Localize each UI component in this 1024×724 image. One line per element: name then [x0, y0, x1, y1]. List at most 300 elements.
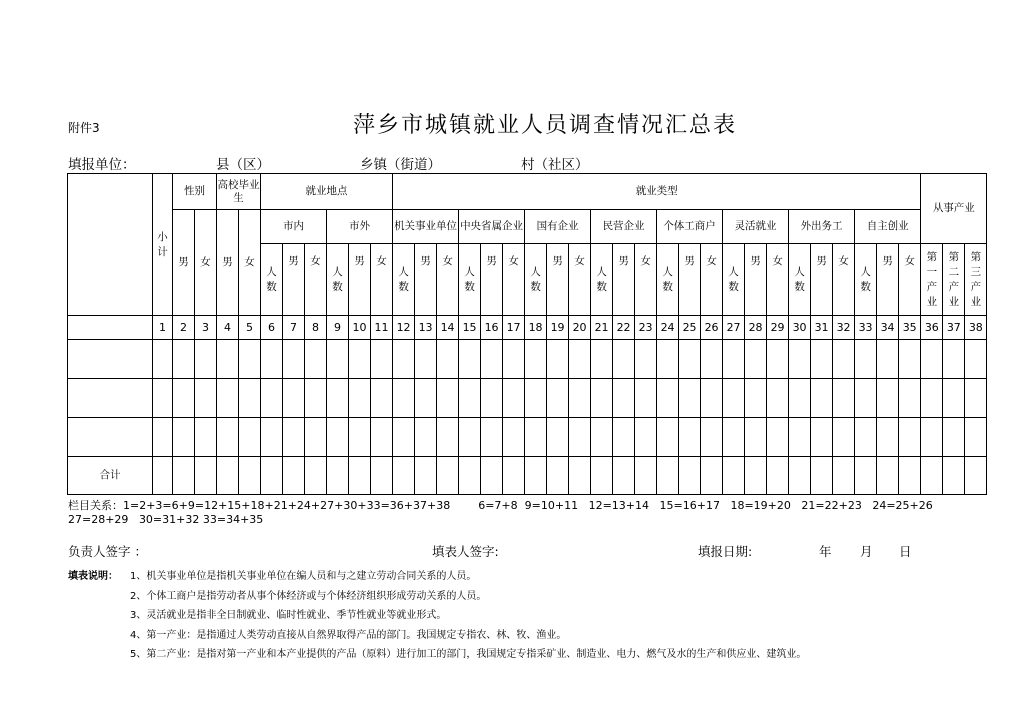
data-cell	[635, 379, 657, 418]
data-cell	[153, 340, 173, 379]
data-cell	[503, 340, 525, 379]
column-number: 1	[153, 316, 173, 340]
relation-formula: 30=31+32	[138, 513, 200, 526]
data-cell	[349, 379, 371, 418]
attachment-label: 附件3	[68, 121, 100, 135]
data-cell	[305, 418, 327, 457]
data-cell	[393, 379, 415, 418]
data-cell	[723, 457, 745, 495]
city-out-header: 市外	[327, 210, 393, 244]
data-cell	[679, 340, 701, 379]
data-cell	[701, 457, 723, 495]
column-number: 4	[217, 316, 239, 340]
gender-female-header: 女	[195, 210, 217, 316]
data-cell	[767, 340, 789, 379]
relation-formula: 33=34+35	[202, 513, 264, 526]
industry-header: 从事产业	[921, 174, 987, 244]
category-header-0: 机关事业单位	[393, 210, 459, 244]
data-cell	[217, 418, 239, 457]
data-cell	[569, 418, 591, 457]
category-header-7: 自主创业	[855, 210, 921, 244]
total-row	[68, 457, 1009, 495]
column-number: 3	[195, 316, 217, 340]
data-cell	[459, 340, 481, 379]
data-cell	[679, 379, 701, 418]
column-number: 17	[503, 316, 525, 340]
relations-label: 栏目关系：	[68, 499, 123, 512]
data-cell	[569, 379, 591, 418]
data-cell	[679, 418, 701, 457]
note-item: 3、灵活就业是指非全日制就业、临时性就业、季节性就业等就业形式。	[130, 610, 447, 621]
data-cell	[811, 340, 833, 379]
data-cell	[349, 457, 371, 495]
male-subcell	[547, 280, 569, 316]
data-cell	[173, 418, 195, 457]
relation-formula: 27=28+29	[68, 513, 129, 526]
county-label: 县（区）	[216, 157, 270, 173]
data-cell	[305, 340, 327, 379]
data-cell	[591, 418, 613, 457]
data-cell	[503, 457, 525, 495]
date-year: 年	[819, 544, 832, 559]
data-cell	[415, 418, 437, 457]
data-cell	[481, 340, 503, 379]
data-cell	[481, 379, 503, 418]
city-in-header: 市内	[261, 210, 327, 244]
column-number: 27	[723, 316, 745, 340]
data-cell	[459, 418, 481, 457]
male-subcell	[481, 280, 503, 316]
column-number: 10	[349, 316, 371, 340]
data-cell	[811, 379, 833, 418]
male-subcell	[349, 280, 371, 316]
graduate-header: 高校毕业生	[217, 174, 261, 210]
data-cell	[921, 379, 943, 418]
data-cell	[877, 418, 899, 457]
data-cell	[503, 418, 525, 457]
data-cell	[855, 340, 877, 379]
female-subcell	[569, 280, 591, 316]
data-cell	[327, 340, 349, 379]
column-number: 38	[965, 316, 987, 340]
column-number: 29	[767, 316, 789, 340]
data-cell	[371, 379, 393, 418]
data-cell	[877, 379, 899, 418]
female-header: 女	[305, 244, 327, 280]
male-header: 男	[613, 244, 635, 280]
data-cell	[657, 340, 679, 379]
data-cell	[261, 418, 283, 457]
data-cell	[327, 457, 349, 495]
data-cell	[877, 340, 899, 379]
data-cell	[261, 379, 283, 418]
male-header: 男	[745, 244, 767, 280]
count-header: 人 数	[525, 244, 547, 316]
column-number: 30	[789, 316, 811, 340]
relation-formula: 24=25+26	[872, 499, 933, 512]
page-title: 萍乡市城镇就业人员调查情况汇总表	[352, 113, 737, 138]
female-subcell	[305, 280, 327, 316]
male-subcell	[415, 280, 437, 316]
column-number: 25	[679, 316, 701, 340]
filling-notes	[68, 567, 806, 665]
data-cell	[855, 418, 877, 457]
male-header: 男	[349, 244, 371, 280]
column-number: 7	[283, 316, 305, 340]
column-number: 20	[569, 316, 591, 340]
category-header-3: 民营企业	[591, 210, 657, 244]
column-number: 14	[437, 316, 459, 340]
data-cell	[723, 379, 745, 418]
female-subcell	[701, 280, 723, 316]
data-cell	[153, 418, 173, 457]
data-cell	[283, 379, 305, 418]
note-item: 4、第一产业：是指通过人类劳动直接从自然界取得产品的部门。我国规定专指农、林、牧、渔业。	[130, 629, 567, 641]
corner-cell	[68, 174, 153, 316]
data-cell	[745, 418, 767, 457]
data-cell	[943, 418, 965, 457]
data-cell	[217, 340, 239, 379]
tertiary-industry-header: 第 三 产 业	[965, 244, 987, 316]
data-cell	[635, 340, 657, 379]
data-cell	[965, 457, 987, 495]
survey-table	[67, 173, 1009, 495]
data-cell	[525, 457, 547, 495]
data-cell	[569, 340, 591, 379]
data-cell	[833, 457, 855, 495]
female-header: 女	[635, 244, 657, 280]
column-number: 2	[173, 316, 195, 340]
data-cell	[679, 457, 701, 495]
data-cell	[547, 418, 569, 457]
data-cell	[195, 457, 217, 495]
male-header: 男	[679, 244, 701, 280]
female-subcell	[437, 280, 459, 316]
header-row-1	[68, 174, 1009, 210]
total-label: 合计	[68, 457, 153, 495]
relation-formula: 15=16+17	[659, 499, 720, 512]
data-cell	[899, 379, 921, 418]
note-item: 1、机关事业单位是指机关事业单位在编人员和与之建立劳动合同关系的人员。	[130, 571, 477, 582]
category-header-6: 外出务工	[789, 210, 855, 244]
male-header: 男	[283, 244, 305, 280]
secondary-industry-header: 第 二 产 业	[943, 244, 965, 316]
data-cell	[965, 379, 987, 418]
data-cell	[415, 340, 437, 379]
town-label: 乡镇（街道）	[360, 157, 441, 173]
column-relations	[68, 499, 968, 527]
data-cell	[899, 457, 921, 495]
male-subcell	[613, 280, 635, 316]
category-header-1: 中央省属企业	[459, 210, 525, 244]
column-number: 37	[943, 316, 965, 340]
relation-formula: 6=7+8	[478, 499, 518, 512]
category-header-5: 灵活就业	[723, 210, 789, 244]
data-cell	[635, 457, 657, 495]
gender-header: 性别	[173, 174, 217, 210]
data-cell	[745, 457, 767, 495]
male-subcell	[283, 280, 305, 316]
data-cell	[239, 418, 261, 457]
column-number: 15	[459, 316, 481, 340]
data-cell	[657, 457, 679, 495]
data-cell	[503, 379, 525, 418]
graduate-female-header: 女	[239, 210, 261, 316]
column-number-row	[68, 316, 1009, 340]
female-header: 女	[503, 244, 525, 280]
data-cell	[195, 340, 217, 379]
column-number: 13	[415, 316, 437, 340]
data-cell	[327, 418, 349, 457]
column-number: 23	[635, 316, 657, 340]
data-cell	[415, 457, 437, 495]
data-cell	[437, 340, 459, 379]
data-cell	[745, 340, 767, 379]
data-cell	[899, 418, 921, 457]
table-row	[68, 340, 1009, 379]
data-cell	[481, 418, 503, 457]
female-header: 女	[899, 244, 921, 280]
data-cell	[525, 418, 547, 457]
responsible-signature-label: 负责人签字 ：	[68, 544, 147, 559]
data-cell	[613, 379, 635, 418]
data-cell	[349, 418, 371, 457]
column-number: 9	[327, 316, 349, 340]
data-cell	[239, 379, 261, 418]
data-cell	[525, 379, 547, 418]
column-number: 36	[921, 316, 943, 340]
relation-formula: 9=10+11	[524, 499, 579, 512]
row-label-cell	[68, 340, 153, 379]
data-cell	[701, 340, 723, 379]
data-cell	[525, 340, 547, 379]
relation-formula: 18=19+20	[730, 499, 791, 512]
data-cell	[415, 379, 437, 418]
note-item: 2、个体工商户是指劳动者从事个体经济或与个体经济组织形成劳动关系的人员。	[130, 590, 487, 602]
data-cell	[855, 457, 877, 495]
data-cell	[481, 457, 503, 495]
data-cell	[767, 418, 789, 457]
data-cell	[613, 457, 635, 495]
data-cell	[173, 379, 195, 418]
data-cell	[305, 379, 327, 418]
primary-industry-header: 第 一 产 业	[921, 244, 943, 316]
gender-male-header: 男	[173, 210, 195, 316]
female-subcell	[503, 280, 525, 316]
male-header: 男	[547, 244, 569, 280]
data-cell	[547, 340, 569, 379]
data-cell	[921, 418, 943, 457]
data-cell	[153, 379, 173, 418]
row-label-cell	[68, 418, 153, 457]
data-cell	[569, 457, 591, 495]
column-number: 34	[877, 316, 899, 340]
filler-signature-label: 填表人签字:	[432, 544, 499, 559]
date-label: 填报日期:	[698, 544, 753, 559]
data-cell	[855, 379, 877, 418]
data-cell	[613, 340, 635, 379]
column-number: 21	[591, 316, 613, 340]
data-cell	[349, 340, 371, 379]
table-row	[68, 418, 1009, 457]
data-cell	[767, 457, 789, 495]
column-number: 26	[701, 316, 723, 340]
male-header: 男	[415, 244, 437, 280]
data-cell	[547, 379, 569, 418]
female-header: 女	[569, 244, 591, 280]
data-cell	[371, 457, 393, 495]
count-header: 人 数	[723, 244, 745, 316]
data-cell	[943, 379, 965, 418]
data-cell	[811, 418, 833, 457]
female-header: 女	[437, 244, 459, 280]
data-cell	[877, 457, 899, 495]
data-cell	[789, 457, 811, 495]
male-subcell	[745, 280, 767, 316]
data-cell	[173, 340, 195, 379]
category-header-4: 个体工商户	[657, 210, 723, 244]
data-cell	[943, 340, 965, 379]
data-cell	[437, 457, 459, 495]
column-number: 12	[393, 316, 415, 340]
notes-label: 填表说明：	[68, 571, 118, 582]
male-header: 男	[481, 244, 503, 280]
relation-formula: 21=22+23	[801, 499, 862, 512]
data-cell	[701, 418, 723, 457]
column-number: 18	[525, 316, 547, 340]
data-cell	[173, 457, 195, 495]
data-cell	[217, 379, 239, 418]
count-header: 人 数	[591, 244, 613, 316]
count-header: 人 数	[855, 244, 877, 316]
data-cell	[591, 457, 613, 495]
data-cell	[239, 340, 261, 379]
data-cell	[283, 457, 305, 495]
data-cell	[591, 379, 613, 418]
data-cell	[701, 379, 723, 418]
female-subcell	[371, 280, 393, 316]
data-cell	[327, 379, 349, 418]
relation-formula: 1=2+3=6+9=12+15+18+21+24+27+30+33=36+37+38	[123, 499, 451, 512]
subtotal-header: 小 计	[153, 174, 173, 316]
data-cell	[833, 379, 855, 418]
column-number: 32	[833, 316, 855, 340]
data-cell	[371, 340, 393, 379]
data-cell	[723, 340, 745, 379]
data-cell	[217, 457, 239, 495]
row-label-cell	[68, 316, 153, 340]
column-number: 31	[811, 316, 833, 340]
female-header: 女	[701, 244, 723, 280]
male-subcell	[811, 280, 833, 316]
data-cell	[437, 418, 459, 457]
data-cell	[305, 457, 327, 495]
data-cell	[745, 379, 767, 418]
date-month: 月	[860, 544, 873, 559]
data-cell	[261, 340, 283, 379]
data-cell	[811, 457, 833, 495]
data-cell	[767, 379, 789, 418]
data-cell	[657, 379, 679, 418]
column-number: 8	[305, 316, 327, 340]
data-cell	[833, 418, 855, 457]
type-header: 就业类型	[393, 174, 921, 210]
data-cell	[789, 379, 811, 418]
column-number: 19	[547, 316, 569, 340]
relation-formula: 12=13+14	[588, 499, 650, 512]
data-cell	[635, 418, 657, 457]
data-cell	[943, 457, 965, 495]
count-header: 人 数	[459, 244, 481, 316]
count-header: 人 数	[393, 244, 415, 316]
column-number: 6	[261, 316, 283, 340]
data-cell	[657, 418, 679, 457]
data-cell	[371, 418, 393, 457]
male-subcell	[877, 280, 899, 316]
data-cell	[283, 418, 305, 457]
column-number: 22	[613, 316, 635, 340]
count-header: 人 数	[657, 244, 679, 316]
column-number: 35	[899, 316, 921, 340]
data-cell	[153, 457, 173, 495]
data-cell	[723, 418, 745, 457]
data-cell	[195, 418, 217, 457]
data-cell	[547, 457, 569, 495]
data-cell	[789, 418, 811, 457]
column-number: 28	[745, 316, 767, 340]
data-cell	[459, 379, 481, 418]
data-cell	[921, 340, 943, 379]
count-header: 人 数	[789, 244, 811, 316]
row-label-cell	[68, 379, 153, 418]
male-header: 男	[811, 244, 833, 280]
data-cell	[613, 418, 635, 457]
data-cell	[283, 340, 305, 379]
male-subcell	[679, 280, 701, 316]
count-header: 人 数	[327, 244, 349, 316]
female-subcell	[767, 280, 789, 316]
note-item: 5、第二产业：是指对第一产业和本产业提供的产品（原料）进行加工的部门，我国规定专指采矿业、制造业、电力、燃气及水的生产和供应业、建筑业。	[130, 649, 807, 660]
date-day: 日	[899, 544, 912, 559]
female-subcell	[833, 280, 855, 316]
column-number: 5	[239, 316, 261, 340]
female-header: 女	[371, 244, 393, 280]
column-number: 11	[371, 316, 393, 340]
column-number: 24	[657, 316, 679, 340]
location-header: 就业地点	[261, 174, 393, 210]
data-cell	[261, 457, 283, 495]
data-cell	[899, 340, 921, 379]
data-cell	[393, 418, 415, 457]
category-header-2: 国有企业	[525, 210, 591, 244]
data-cell	[921, 457, 943, 495]
village-label: 村（社区）	[521, 157, 589, 173]
male-header: 男	[877, 244, 899, 280]
column-number: 16	[481, 316, 503, 340]
column-number: 33	[855, 316, 877, 340]
header-row-2	[68, 210, 1009, 244]
table-row	[68, 379, 1009, 418]
data-cell	[833, 340, 855, 379]
fill-unit-label: 填报单位：	[68, 157, 136, 173]
data-cell	[789, 340, 811, 379]
count-header: 人 数	[261, 244, 283, 316]
data-cell	[965, 418, 987, 457]
data-cell	[239, 457, 261, 495]
female-subcell	[899, 280, 921, 316]
graduate-male-header: 男	[217, 210, 239, 316]
data-cell	[591, 340, 613, 379]
